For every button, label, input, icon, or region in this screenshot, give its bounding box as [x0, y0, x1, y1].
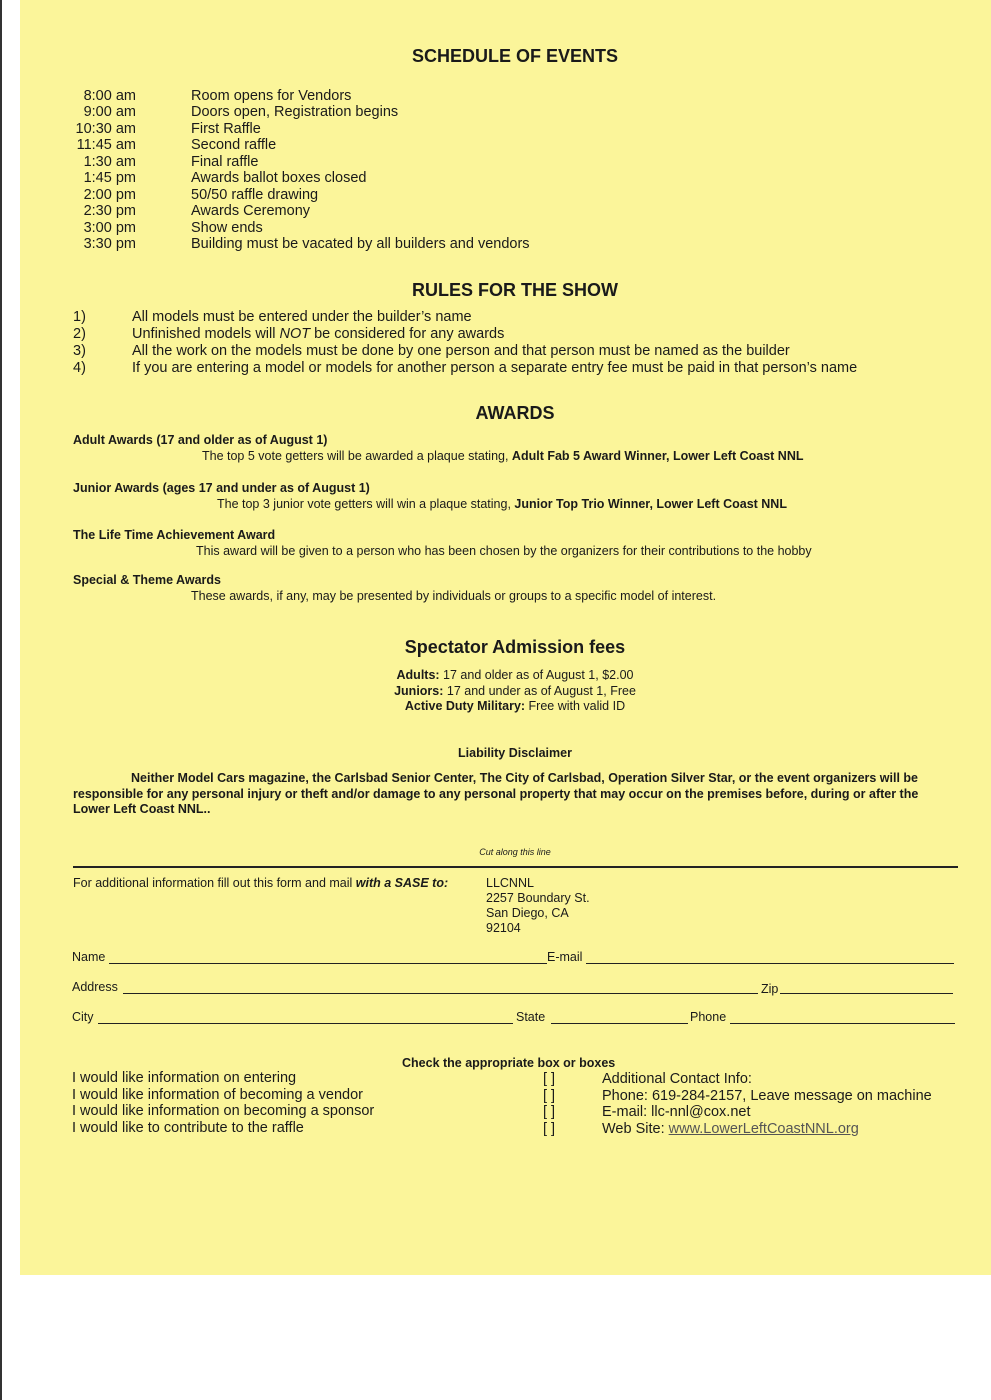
schedule-time: 1:45 pm: [83, 170, 136, 186]
disclaimer-text-line: Neither Model Cars magazine, the Carlsbad Senior Center, The City of Carlsbad, Operation Silver Star, or the event organizers will be: [131, 771, 919, 785]
option-label: I would like information of becoming a vendor: [72, 1087, 363, 1103]
schedule-event: Building must be vacated by all builders and vendors: [191, 236, 530, 252]
rule-text: All models must be entered under the builder’s name: [132, 309, 472, 325]
schedule-time: 11:45 am: [76, 137, 136, 153]
schedule-time: 2:30 pm: [83, 203, 136, 219]
award-heading: The Life Time Achievement Award: [73, 528, 276, 542]
website-link[interactable]: www.LowerLeftCoastNNL.org: [668, 1121, 859, 1137]
mail-address-line: 2257 Boundary St.: [486, 891, 590, 905]
award-description: The top 3 junior vote getters will win a plaque stating, Junior Top Trio Winner, Lower Left Coast NNL: [217, 497, 787, 511]
contact-phone: Phone: 619-284-2157, Leave message on machine: [602, 1088, 932, 1104]
schedule-event: First Raffle: [191, 121, 261, 137]
mail-address-line: San Diego, CA: [486, 906, 569, 920]
schedule-event: 50/50 raffle drawing: [191, 187, 319, 203]
schedule-time: 3:30 pm: [83, 236, 136, 252]
zip-field[interactable]: [780, 993, 953, 994]
option-label: I would like information on becoming a sponsor: [72, 1103, 375, 1119]
disclaimer-title: Liability Disclaimer: [458, 746, 572, 760]
award-heading: Junior Awards (ages 17 and under as of August 1): [73, 481, 370, 495]
rules-title: RULES FOR THE SHOW: [412, 280, 618, 300]
schedule-time: 3:00 pm: [83, 220, 136, 236]
award-heading: Special & Theme Awards: [73, 573, 221, 587]
email-field[interactable]: [586, 963, 954, 964]
option-label: I would like information on entering: [72, 1070, 297, 1086]
schedule-event: Second raffle: [191, 137, 277, 153]
admission-title: Spectator Admission fees: [404, 637, 626, 657]
phone-field[interactable]: [730, 1023, 955, 1024]
rule-text: If you are entering a model or models for another person a separate entry fee must be paid in that person’s name: [132, 360, 858, 376]
phone-label: Phone: [690, 1010, 727, 1024]
state-field[interactable]: [551, 1023, 688, 1024]
schedule-event: Show ends: [191, 220, 263, 236]
address-label: Address: [72, 980, 118, 994]
name-field[interactable]: [109, 963, 547, 964]
rule-number: 3): [73, 343, 86, 359]
award-description: The top 5 vote getters will be awarded a plaque stating, Adult Fab 5 Award Winner, Lower Left Coast NNL: [202, 449, 804, 463]
rule-text: All the work on the models must be done by one person and that person must be named as the builder: [132, 343, 790, 359]
email-label: E-mail: [547, 950, 583, 964]
award-description: These awards, if any, may be presented by individuals or groups to a specific model of interest.: [191, 589, 717, 603]
schedule-time: 10:30 am: [75, 121, 136, 137]
schedule-time: 2:00 pm: [83, 187, 136, 203]
zip-label: Zip: [761, 982, 779, 996]
disclaimer-text-line: Lower Left Coast NNL..: [73, 802, 211, 816]
schedule-event: Doors open, Registration begins: [191, 104, 399, 120]
schedule-event: Final raffle: [191, 154, 259, 170]
city-field[interactable]: [98, 1023, 513, 1024]
rule-number: 1): [73, 309, 86, 325]
form-intro: For additional information fill out this form and mail with a SASE to:: [73, 876, 449, 890]
contact-title: Additional Contact Info:: [602, 1071, 752, 1087]
mail-address-line: 92104: [486, 921, 521, 935]
schedule-time: 1:30 am: [83, 154, 136, 170]
option-label: I would like to contribute to the raffle: [72, 1120, 304, 1136]
mail-address-line: LLCNNL: [486, 876, 534, 890]
admission-adults: Adults: 17 and older as of August 1, $2.00: [396, 668, 634, 682]
schedule-event: Awards ballot boxes closed: [191, 170, 367, 186]
option-checkbox[interactable]: [ ]: [543, 1088, 556, 1104]
rule-number: 2): [73, 326, 86, 342]
option-checkbox[interactable]: [ ]: [543, 1104, 556, 1120]
city-label: City: [72, 1010, 94, 1024]
award-description: This award will be given to a person who has been chosen by the organizers for their contributions to the hobby: [196, 544, 812, 558]
option-checkbox[interactable]: [ ]: [543, 1071, 556, 1087]
state-label: State: [516, 1010, 546, 1024]
schedule-title: SCHEDULE OF EVENTS: [411, 46, 619, 66]
admission-military: Active Duty Military: Free with valid ID: [404, 699, 626, 713]
awards-title: AWARDS: [475, 403, 555, 423]
schedule-time: 8:00 am: [83, 88, 136, 104]
rule-text: Unfinished models will NOT be considered for any awards: [132, 326, 505, 342]
option-checkbox[interactable]: [ ]: [543, 1121, 556, 1137]
address-field[interactable]: [123, 993, 758, 994]
cut-label: Cut along this line: [479, 847, 551, 857]
check-title: Check the appropriate box or boxes: [402, 1056, 616, 1070]
schedule-time: 9:00 am: [83, 104, 136, 120]
rule-number: 4): [73, 360, 86, 376]
schedule-event: Awards Ceremony: [191, 203, 311, 219]
contact-email: E-mail: llc-nnl@cox.net: [602, 1104, 751, 1120]
name-label: Name: [72, 950, 106, 964]
schedule-event: Room opens for Vendors: [191, 88, 352, 104]
award-heading: Adult Awards (17 and older as of August 1): [73, 433, 328, 447]
cut-line[interactable]: [73, 866, 958, 868]
contact-website: Web Site: www.LowerLeftCoastNNL.org: [602, 1121, 859, 1137]
admission-juniors: Juniors: 17 and under as of August 1, Free: [394, 684, 636, 698]
disclaimer-text-line: responsible for any personal injury or theft and/or damage to any personal property that may occur on the premises before, during or after the: [73, 787, 919, 801]
